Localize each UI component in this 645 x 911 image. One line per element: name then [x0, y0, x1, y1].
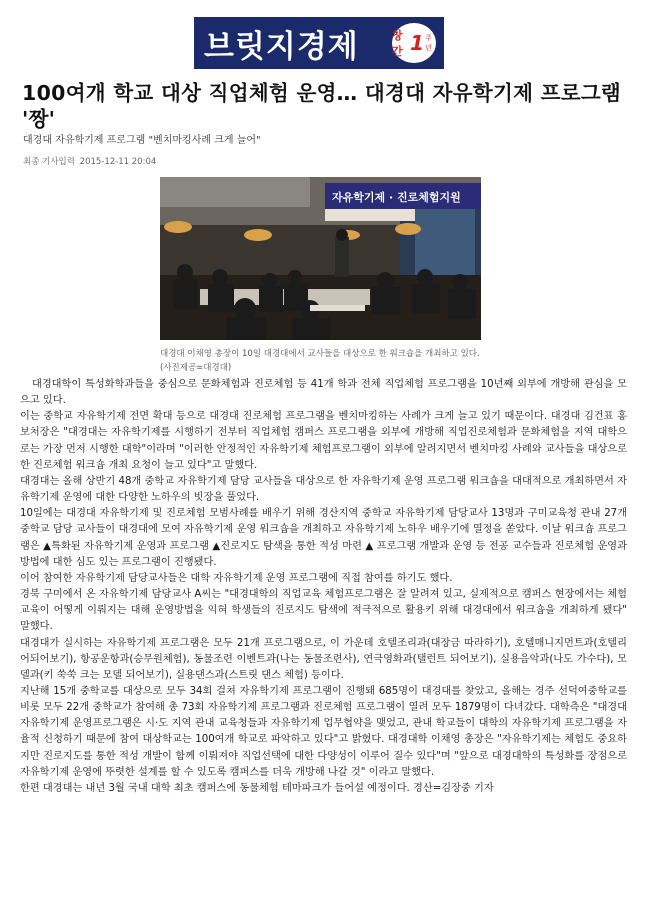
anniversary-badge — [392, 23, 436, 63]
paragraph: 대경대는 올해 상반기 48개 중학교 자유학기제 담당 교사들을 대상으로 한 자유학기제 운영 프로그램 워크숍을 대대적으로 개최하면서 자유학기제 운영에 대한 다양한 노하우의 빗장을 풀었다. — [20, 475, 627, 504]
paragraph: 대경대가 실시하는 자유학기제 프로그램은 모두 21개 프로그램으로, 이 가운데 호텔조리과(대장금 따라하기), 호텔매니지먼트과(호텔리어되어보기), 항공운항과(승무원체험), 동물조련 이벤트과(나는 동물조련사), 연극영화과(탤런트 되어보기), 실용음악과(나도 가수다), 모델과(키 쑥쑥 크는 모델 되어보기), 실용댄스과(스트릿 댄스 체험) 등이다. — [20, 637, 627, 681]
article-dateline — [23, 155, 158, 167]
date-value: 2015-12-11 20:04 — [79, 157, 157, 167]
paragraph: 한편 대경대는 내년 3월 국내 대학 최초 캠퍼스에 동물체험 테마파크가 들어설 예정이다. 경산=김장중 기자 — [20, 782, 494, 794]
paragraph: 경북 구미에서 온 자유학기제 담당교사 A씨는 "대경대학의 직업교육 체험프로그램은 잘 알려져 있고, 실제적으로 캠퍼스 현장에서는 체험교육이 어떻게 이뤄지는 대해 운영방법을 익혀 학생들의 진로지도 탐색에 적극적으로 활용키 위해 대경대에서 워크숍을 개최하게 됐다" 말했다. — [20, 589, 627, 633]
article-body — [20, 377, 627, 797]
date-label: 최종 기사입력 — [23, 157, 75, 167]
paragraph: 대경대학이 특성화학과들을 중심으로 문화체험과 진로체험 등 41개 학과 전체 직업체험 프로그램을 10년째 외부에 개방해 관심을 모으고 있다. — [20, 379, 627, 407]
paragraph: 10일에는 대경대 자유학기제 및 진로체험 모범사례를 배우기 위해 경산지역 중학교 자유학기제 담당교사 13명과 구미교육청 관내 27개 중학교 담당 교사들이 대경대에 모여 자유학기제 운영 워크숍을 개최하고 자유학기제 노하우 배우기에 열정을 쏟았다. 이날 워크숍 프로그램은 ▲특화된 자유학기제 운영과 프로그램 ▲진로지도 탐색을 통한 적성 마련 ▲ 프로그램 개발과 운영 등 전공 교수들과 진로체험 운영과 방법에 대한 심도 있는 프로그램이 진행됐다. — [20, 508, 627, 568]
article-photo — [160, 177, 481, 340]
paragraph: 이어 참여한 자유학기제 담당교사들은 대학 자유학기제 운영 프로그램에 직접 참여를 하기도 했다. — [20, 572, 453, 584]
article-headline: 100여개 학교 대상 직업체험 운영… 대경대 자유학기제 프로그램 '짱' — [22, 81, 622, 131]
paragraph: 이는 중학교 자유학기제 전면 확대 등으로 대경대 진로체험 프로그램을 벤치마킹하는 사례가 크게 늘고 있기 때문이다. 대경대 김건표 홍보처장은 "대경대는 자유학기제를 시행하기 전부터 직업체험 캠퍼스 프로그램을 외부에 개방해 직업진로체험과 문화체험을 지역 대학으로는 가장 먼저 시행한 대학"이라며 "이러한 안정적인 자유학기제 체험프로그램이 외부에 알려지면서 벤치마킹 사례와 교사들을 대상으로 한 진로체험 워크숍 개최 요청이 늘고 있다"고 말했다. — [20, 411, 627, 471]
anniversary-number: 1 — [410, 31, 425, 55]
masthead-logo[interactable] — [194, 17, 444, 69]
paragraph: 지난해 15개 중학교를 대상으로 모두 34회 걸쳐 자유학기제 프로그램이 진행돼 685명이 대경대를 찾았고, 올해는 경주 선덕여중학교를 비롯 모두 22개 중학교가 참여해 총 73회 자유학기제 프로그램과 진로체험 프로그램이 열려 모두 1879명이 다녀갔다. 대학측은 "대경대 자유학기제 운영프로그램은 시·도 지역 관내 교육청들과 자유학기제 업무협약을 맺었고, 관내 학교들이 대학의 자유학기제 프로그램을 자율적 신청하기 때문에 참여 대상학교는 100여개 학교로 파악하고 있다"고 밝혔다. 대경대학 이채영 총장은 "자유학기제는 체험도 중요하지만 진로지도를 통한 적성 개발이 함께 이뤄져야 직업선택에 대한 다양성이 이루어 질수 있다"며 "앞으로 대경대학의 특성화를 장점으로 자유학기제 운영에 뚜렷한 설계를 할 수 있도록 캠퍼스를 더욱 개방해 나갈 것" 이라고 말했다. — [20, 685, 627, 778]
anniversary-prefix: 창간 — [392, 29, 403, 58]
photo-banner-text: 자유학기제 · 진로체험지원 — [332, 191, 461, 204]
article-subhead: 대경대 자유학기제 프로그램 "벤치마킹사례 크게 늘어" — [23, 135, 261, 146]
masthead-name: 브릿지경제 — [204, 28, 359, 65]
photo-caption: 대경대 이채영 총장이 10일 대경대에서 교사들을 대상으로 한 워크숍을 개최하고 있다.(사진제공=대경대) — [160, 349, 480, 373]
anniversary-suffix: 주년 — [425, 34, 432, 52]
